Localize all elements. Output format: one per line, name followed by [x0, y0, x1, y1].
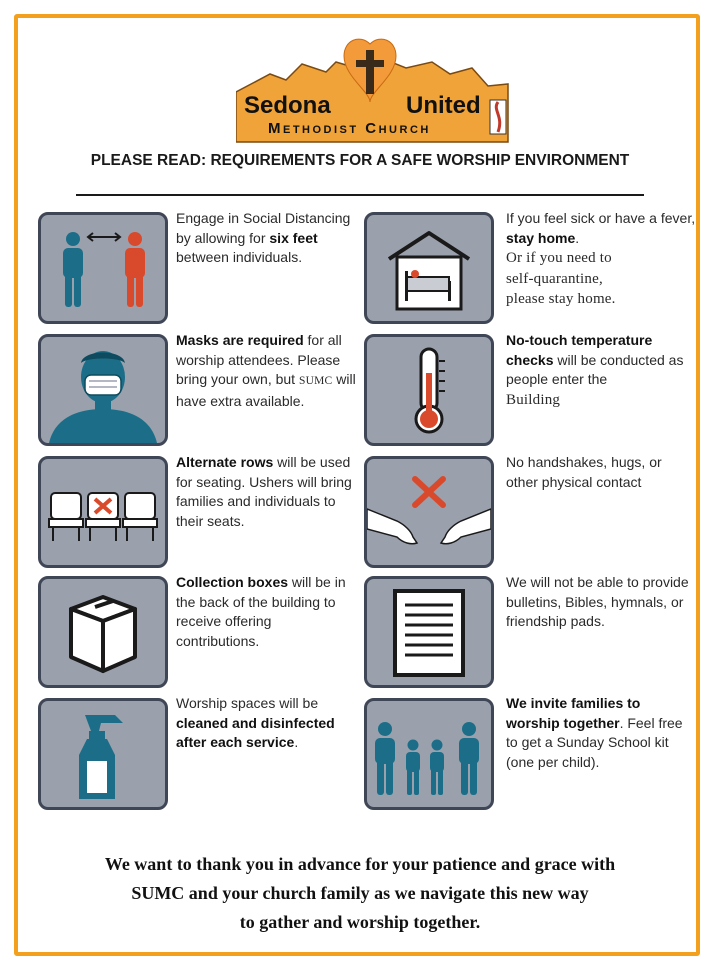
chairs-icon: [41, 459, 165, 565]
stay-home-card: [364, 212, 494, 324]
logo-word-methodist-church: Methodist Church: [268, 120, 431, 137]
families-card: [364, 698, 494, 810]
families-text: We invite families to worship together. Feel free to get a Sunday School kit (one per child).: [506, 695, 683, 770]
thermometer-icon: [367, 337, 491, 443]
logo-word-sedona: Sedona: [244, 92, 331, 119]
collection-card: [38, 576, 168, 688]
family-icon: [367, 701, 491, 807]
stay-home-text: If you feel sick or have a fever, stay home. Or if you need to self-quarantine, please stay home.: [506, 210, 696, 307]
footer-line-3: to gather and worship together.: [239, 912, 481, 932]
church-logo: [236, 34, 516, 150]
cleaning-card: [38, 698, 168, 810]
spray-bottle-icon: [41, 701, 165, 807]
footer-line-2: SUMC and your church family as we navigate this new way: [131, 883, 589, 903]
cleaning-text: Worship spaces will be cleaned and disinfected after each service.: [176, 695, 335, 750]
distancing-text: Engage in Social Distancing by allowing for six feet between individuals.: [176, 210, 351, 265]
document-icon: [367, 579, 491, 685]
rows-text: Alternate rows will be used for seating. Ushers will bring families and individuals to their seats.: [176, 454, 352, 529]
distancing-card: [38, 212, 168, 324]
temperature-text: No-touch temperature checks will be conducted as people enter the Building: [506, 332, 684, 408]
bulletins-text: We will not be able to provide bulletins, Bibles, hymnals, or friendship pads.: [506, 574, 689, 629]
page-title: PLEASE READ: REQUIREMENTS FOR A SAFE WORSHIP ENVIRONMENT: [90, 152, 630, 169]
rows-card: [38, 456, 168, 568]
social-distancing-icon: [41, 215, 165, 321]
handshakes-card: [364, 456, 494, 568]
logo-word-united: United: [406, 92, 481, 119]
face-mask-icon: [41, 337, 165, 443]
collection-text: Collection boxes will be in the back of the building to receive offering contributions.: [176, 574, 346, 649]
handshakes-text: No handshakes, hugs, or other physical contact: [506, 454, 662, 490]
collection-box-icon: [41, 579, 165, 685]
temperature-card: [364, 334, 494, 446]
masks-text: Masks are required for all worship attendees. Please bring your own, but SUMC will have extra available.: [176, 332, 356, 409]
house-bed-icon: [367, 215, 491, 321]
title-divider: [76, 194, 644, 196]
thank-you-message: [20, 850, 700, 937]
no-handshake-icon: [367, 459, 491, 565]
footer-line-1: We want to thank you in advance for your patience and grace with: [104, 854, 616, 874]
bulletins-card: [364, 576, 494, 688]
masks-card: [38, 334, 168, 446]
